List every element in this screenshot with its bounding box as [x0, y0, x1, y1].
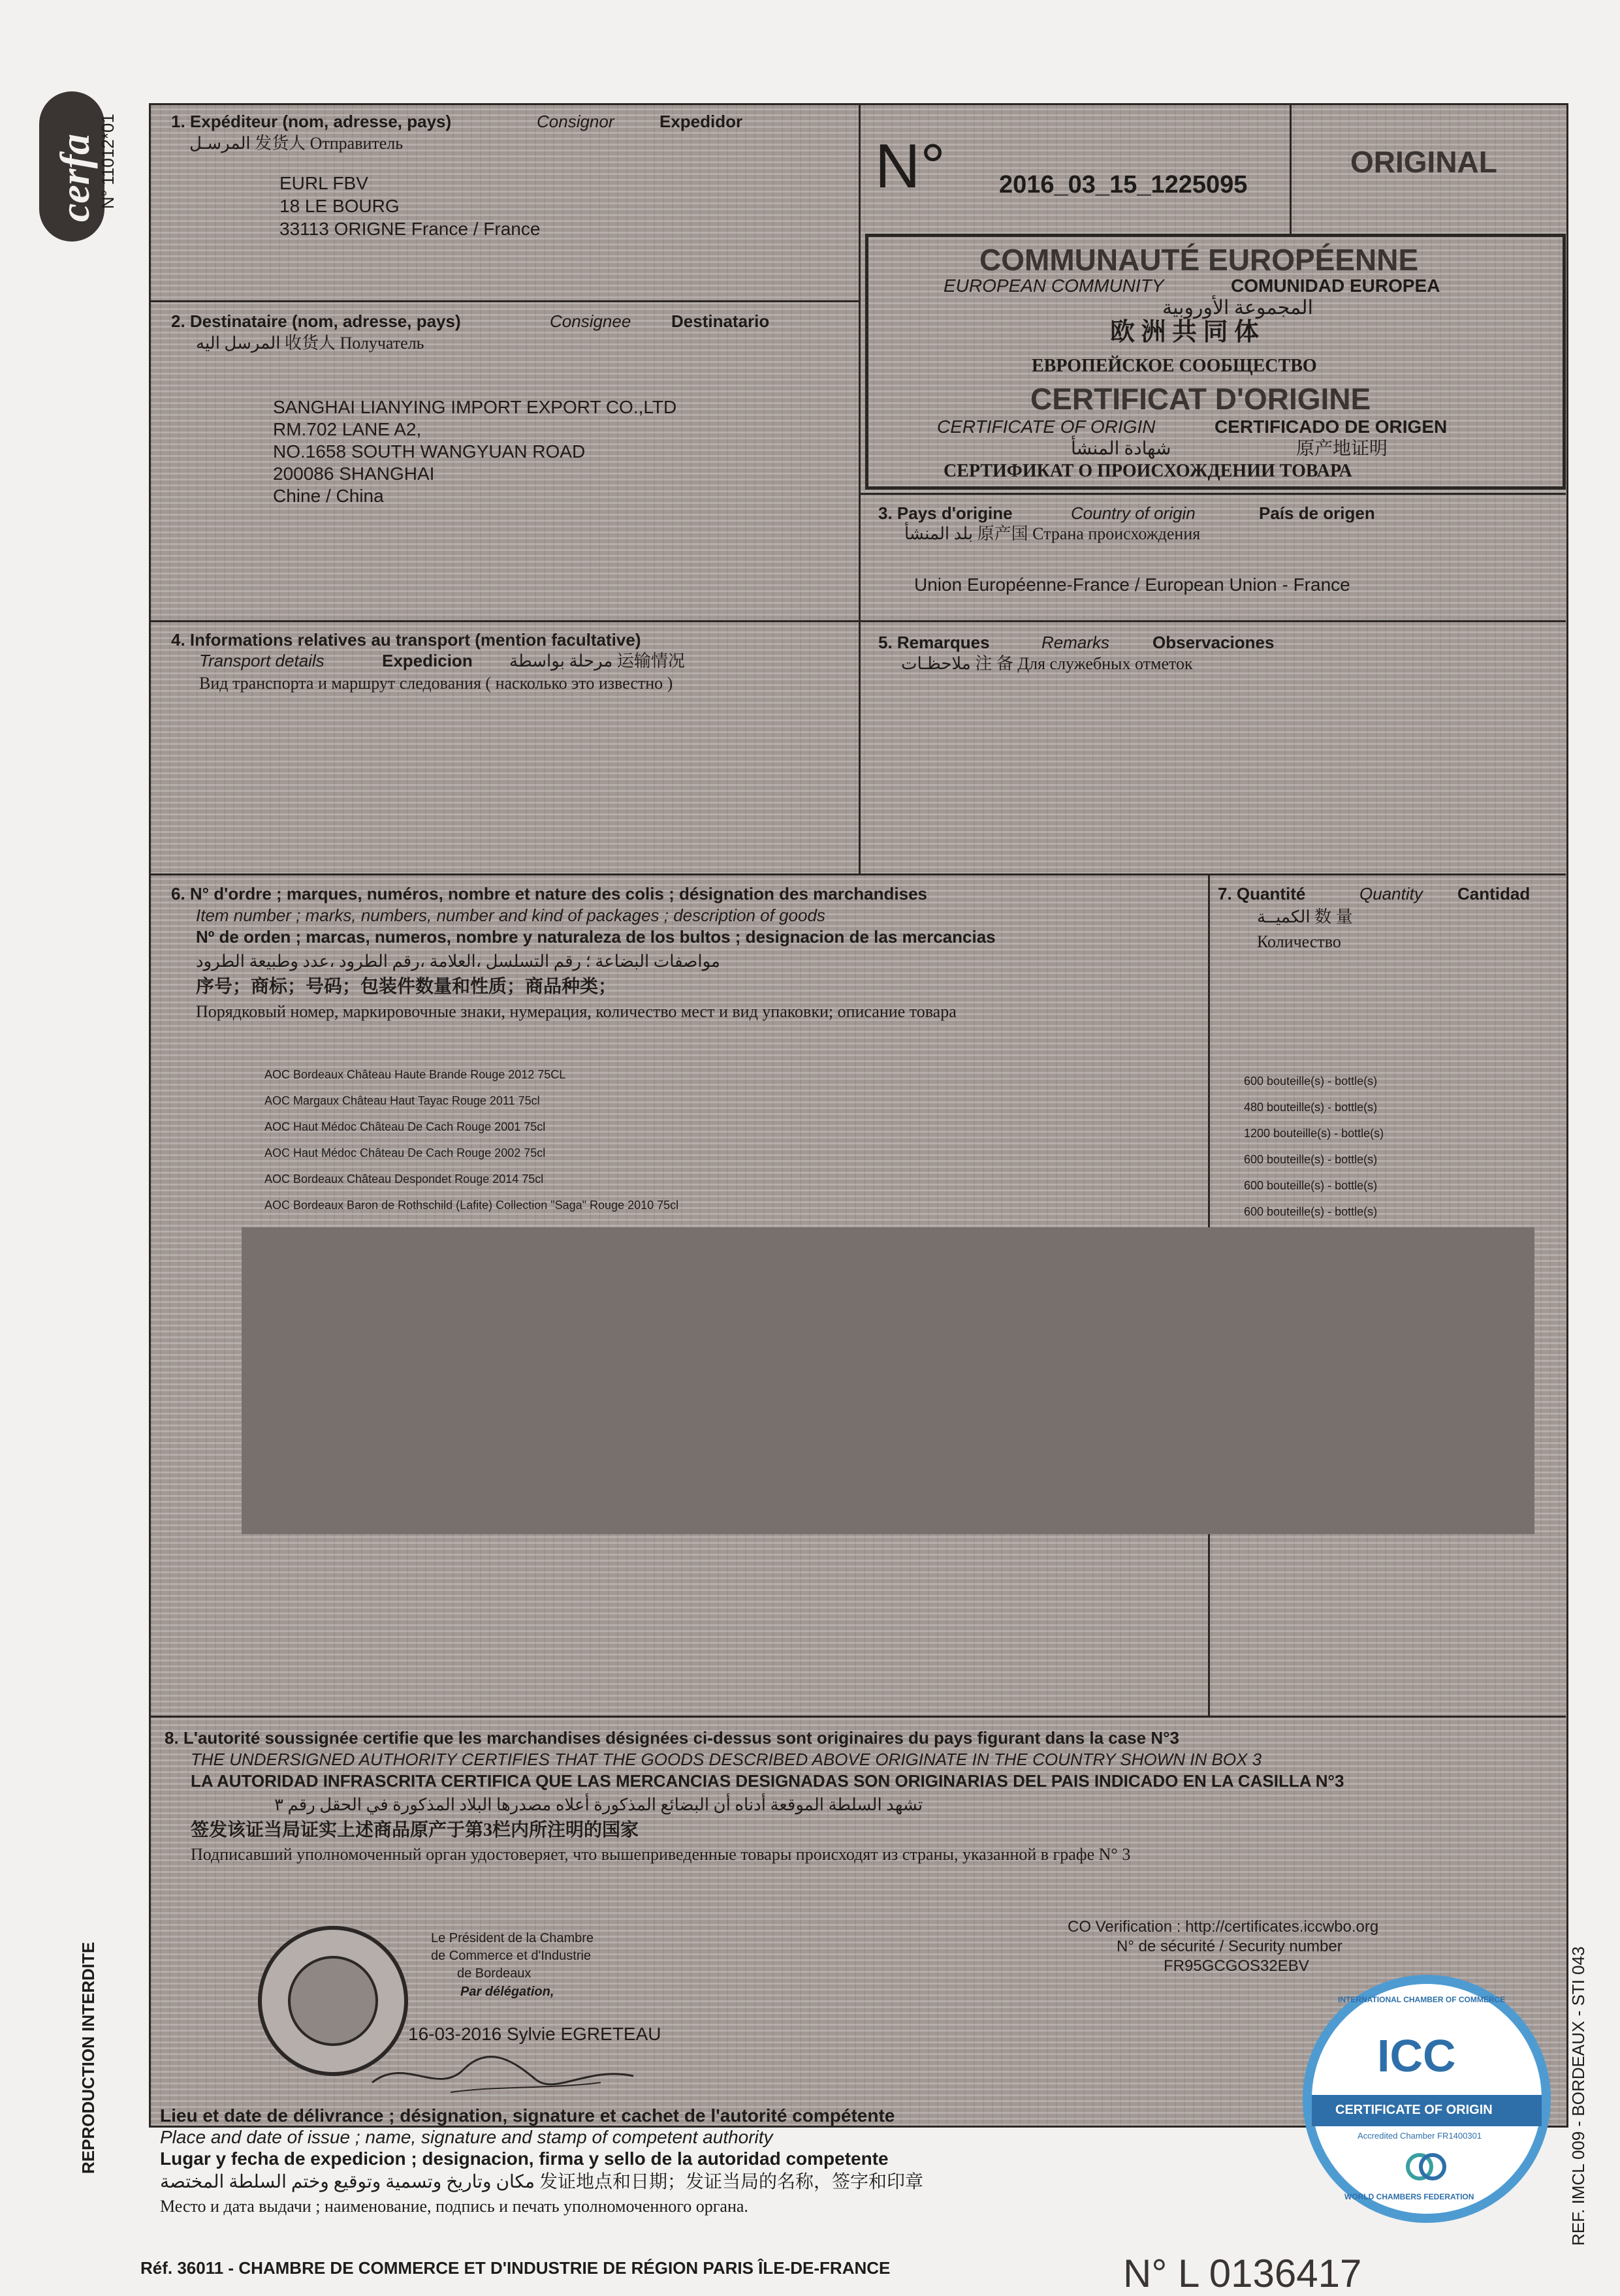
- box4-title: 4. Informations relatives au transport (mention facultative): [171, 630, 641, 650]
- icc-ring-bottom: WORLD CHAMBERS FEDERATION: [1344, 2192, 1474, 2201]
- box5-title-ml: ملاحظـات 注 备 Для служебных отметок: [901, 654, 1193, 673]
- country-of-origin: Union Européenne-France / European Union - France: [914, 574, 1350, 595]
- eu-ru: ЕВРОПЕЙСКОЕ СООБЩЕСТВО: [1032, 356, 1317, 376]
- security-label: N° de sécurité / Security number: [1117, 1938, 1342, 1955]
- box4-title-es: Expedicion: [382, 651, 473, 670]
- place-ml: مكان وتاريخ وتسمية وتوقيع وختم السلطة المختصة 发证地点和日期；发证当局的名称，签字和印章: [160, 2172, 924, 2192]
- divider-vertical-top: [859, 103, 861, 873]
- icc-band: [1312, 2095, 1542, 2126]
- consignee-line-3: NO.1658 SOUTH WANGYUAN ROAD: [273, 441, 586, 462]
- goods-item: AOC Haut Médoc Château De Cach Rouge 2001 75cl: [264, 1120, 546, 1133]
- cert-es: CERTIFICADO DE ORIGEN: [1215, 417, 1448, 437]
- cerfa-number: N° 11012*01: [98, 114, 118, 209]
- divider-box3: [859, 493, 1566, 495]
- reproduction-notice: REPRODUCTION INTERDITE: [78, 1942, 98, 2174]
- consignor-line-2: 18 LE BOURG: [279, 196, 400, 216]
- goods-item: AOC Haut Médoc Château De Cach Rouge 2002 75cl: [264, 1146, 546, 1159]
- box6-title-es: Nº de orden ; marcas, numeros, nombre y naturaleza de los bultos ; designacion de las mercancias: [196, 927, 996, 947]
- security-code: FR95GCGOS32EBV: [1164, 1957, 1309, 1975]
- consignor-line-3: 33113 ORIGNE France / France: [279, 219, 541, 239]
- cert-en: CERTIFICATE OF ORIGIN: [937, 417, 1156, 437]
- box4-title-ru: Вид транспорта и маршрут следования ( насколько это известно ): [199, 674, 673, 693]
- president-line-3: de Bordeaux: [457, 1966, 532, 1981]
- box6-title-ru: Порядковый номер, маркировочные знаки, нумерация, количество мест и вид упаковки; описание товара: [196, 1002, 957, 1021]
- box6-title: 6. N° d'ordre ; marques, numéros, nombre et nature des colis ; désignation des marchandises: [171, 884, 927, 904]
- box7-title-ru: Количество: [1257, 932, 1341, 951]
- divider-box1-box2: [149, 300, 861, 302]
- redacted-area: [242, 1227, 1534, 1534]
- certificate-title: CERTIFICAT D'ORIGINE: [1030, 382, 1371, 416]
- president-line-4: Par délégation,: [460, 1985, 554, 1999]
- box2-title-ml: المرسل اليه 收货人 Получатель: [196, 334, 424, 353]
- box5-title: 5. Remarques: [878, 633, 990, 652]
- icc-ring-top: INTERNATIONAL CHAMBER OF COMMERCE: [1338, 1995, 1506, 2004]
- eu-es: COMUNIDAD EUROPEA: [1231, 275, 1440, 296]
- seal-center: [288, 1956, 378, 2046]
- signature: [366, 2043, 640, 2102]
- box6-title-en: Item number ; marks, numbers, number and kind of packages ; description of goods: [196, 905, 825, 925]
- box4-title-ml: مرحلة بواسطة 运输情况: [509, 652, 685, 670]
- divider-box4: [149, 620, 1566, 622]
- eu-zh: 欧 洲 共 同 体: [1110, 319, 1260, 346]
- box1-title: 1. Expéditeur (nom, adresse, pays): [171, 112, 452, 131]
- eu-ar: المجموعة الأوروبية: [1162, 297, 1313, 319]
- number-label: N°: [875, 131, 945, 201]
- quantity-item: 600 bouteille(s) - bottle(s): [1244, 1179, 1378, 1192]
- goods-item: AOC Bordeaux Château Despondet Rouge 2014 75cl: [264, 1172, 544, 1186]
- eu-fr: COMMUNAUTÉ EUROPÉENNE: [979, 243, 1419, 277]
- box8-ru: Подписавший уполномоченный орган удостоверяет, что вышеприведенные товары происходят из страны, указанной в графе N° 3: [191, 1845, 1131, 1864]
- box8-es: LA AUTORIDAD INFRASCRITA CERTIFICA QUE LAS MERCANCIAS DESIGNADAS SON ORIGINARIAS DEL PAIS INDICADO EN LA CASILLA N°3: [191, 1771, 1344, 1791]
- goods-item: AOC Margaux Château Haut Tayac Rouge 2011 75cl: [264, 1094, 540, 1107]
- president-line-1: Le Président de la Chambre: [431, 1931, 594, 1945]
- certificate-number: 2016_03_15_1225095: [999, 171, 1248, 198]
- box5-title-en: Remarks: [1041, 633, 1110, 652]
- place-fr: Lieu et date de délivrance ; désignation, signature et cachet de l'autorité compétente: [160, 2105, 895, 2126]
- place-ru: Место и дата выдачи ; наименование, подпись и печать уполномоченного органа.: [160, 2197, 748, 2216]
- original-label: ORIGINAL: [1350, 145, 1497, 179]
- box8-zh: 签发该证当局证实上述商品原产于第3栏内所注明的国家: [191, 1820, 639, 1840]
- cert-ru: СЕРТИФИКАТ О ПРОИСХОЖДЕНИИ ТОВАРА: [944, 461, 1352, 481]
- box6-title-ar: مواصفات البضاعة ؛ رقم التسلسل ،العلامة ،رقم الطرود ،عدد وطبيعة الطرود: [196, 952, 720, 971]
- box3-title-en: Country of origin: [1071, 503, 1196, 523]
- consignor-line-1: EURL FBV: [279, 173, 368, 193]
- box2-title: 2. Destinataire (nom, adresse, pays): [171, 311, 461, 331]
- ref-right: REF. IMCL 009 - BORDEAUX - STI 043: [1568, 1946, 1588, 2246]
- place-es: Lugar y fecha de expedicion ; designacion, firma y sello de la autoridad competente: [160, 2148, 889, 2169]
- box1-title-es: Expedidor: [659, 112, 743, 131]
- goods-item: AOC Bordeaux Baron de Rothschild (Lafite) Collection "Saga" Rouge 2010 75cl: [264, 1199, 679, 1212]
- box7-title-ml: الكميــة 数 量: [1257, 907, 1353, 926]
- cert-ar: شهادة المنشأ: [1071, 439, 1171, 459]
- divider-box6: [149, 873, 1566, 875]
- place-en: Place and date of issue ; name, signature and stamp of competent authority: [160, 2127, 773, 2147]
- consignee-line-1: SANGHAI LIANYING IMPORT EXPORT CO.,LTD: [273, 397, 677, 417]
- box8-ar: تشهد السلطة الموقعة أدناه أن البضائع المذكورة أعلاه مصدرها البلاد المذكورة في الحقل رقم ٣: [274, 1795, 923, 1814]
- divider-original: [1290, 103, 1292, 234]
- box1-title-ml: المرسـل 发货人 Отправитель: [189, 134, 404, 153]
- consignee-line-2: RM.702 LANE A2,: [273, 419, 422, 439]
- box7-title-es: Cantidad: [1457, 884, 1531, 904]
- box8-en: THE UNDERSIGNED AUTHORITY CERTIFIES THAT THE GOODS DESCRIBED ABOVE ORIGINATE IN THE COUNTRY SHOWN IN BOX 3: [191, 1750, 1262, 1769]
- box6-title-zh: 序号；商标；号码；包装件数量和性质；商品种类；: [196, 977, 617, 997]
- eu-en: EUROPEAN COMMUNITY: [944, 275, 1164, 296]
- icc-accredited: Accredited Chamber FR1400301: [1358, 2131, 1482, 2141]
- box1-title-en: Consignor: [537, 112, 614, 131]
- cerfa-logo-text: cerfa: [52, 133, 98, 222]
- box7-title-en: Quantity: [1359, 884, 1423, 904]
- goods-item: AOC Bordeaux Château Haute Brande Rouge 2012 75CL: [264, 1068, 566, 1081]
- cerfa-logo: [39, 91, 104, 242]
- cert-zh: 原产地证明: [1296, 439, 1388, 459]
- box2-title-en: Consignee: [550, 311, 631, 331]
- icc-logo: ICC: [1377, 2030, 1456, 2081]
- divider-box8: [149, 1716, 1566, 1718]
- box7-title: 7. Quantité: [1218, 884, 1306, 904]
- box3-title-es: País de origen: [1259, 503, 1375, 523]
- wcf-icon: [1403, 2147, 1449, 2186]
- quantity-item: 600 bouteille(s) - bottle(s): [1244, 1075, 1378, 1088]
- quantity-item: 600 bouteille(s) - bottle(s): [1244, 1153, 1378, 1166]
- co-verification: CO Verification : http://certificates.iccwbo.org: [1068, 1918, 1379, 1936]
- quantity-item: 1200 bouteille(s) - bottle(s): [1244, 1127, 1384, 1140]
- consignee-line-4: 200086 SHANGHAI: [273, 464, 435, 484]
- issue-date-signatory: 16-03-2016 Sylvie EGRETEAU: [408, 2024, 661, 2044]
- serial-number: N° L 0136417: [1123, 2252, 1362, 2295]
- quantity-item: 600 bouteille(s) - bottle(s): [1244, 1205, 1378, 1218]
- consignee-line-5: Chine / China: [273, 486, 384, 506]
- quantity-item: 480 bouteille(s) - bottle(s): [1244, 1101, 1378, 1114]
- box2-title-es: Destinatario: [671, 311, 770, 331]
- icc-badge: [1303, 1975, 1551, 2223]
- box3-title-ml: بلد المنشأ 原产国 Страна происхождения: [904, 524, 1201, 543]
- box5-title-es: Observaciones: [1152, 633, 1275, 652]
- icc-band-text: CERTIFICATE OF ORIGIN: [1335, 2103, 1493, 2117]
- box8-fr: 8. L'autorité soussignée certifie que les marchandises désignées ci-dessus sont originaires du pays figurant dans la case N°3: [165, 1728, 1179, 1748]
- box3-title: 3. Pays d'origine: [878, 503, 1013, 523]
- box4-title-en: Transport details: [199, 651, 325, 670]
- president-line-2: de Commerce et d'Industrie: [431, 1949, 592, 1963]
- footer-ref: Réf. 36011 - CHAMBRE DE COMMERCE ET D'INDUSTRIE DE RÉGION PARIS ÎLE-DE-FRANCE: [140, 2258, 891, 2278]
